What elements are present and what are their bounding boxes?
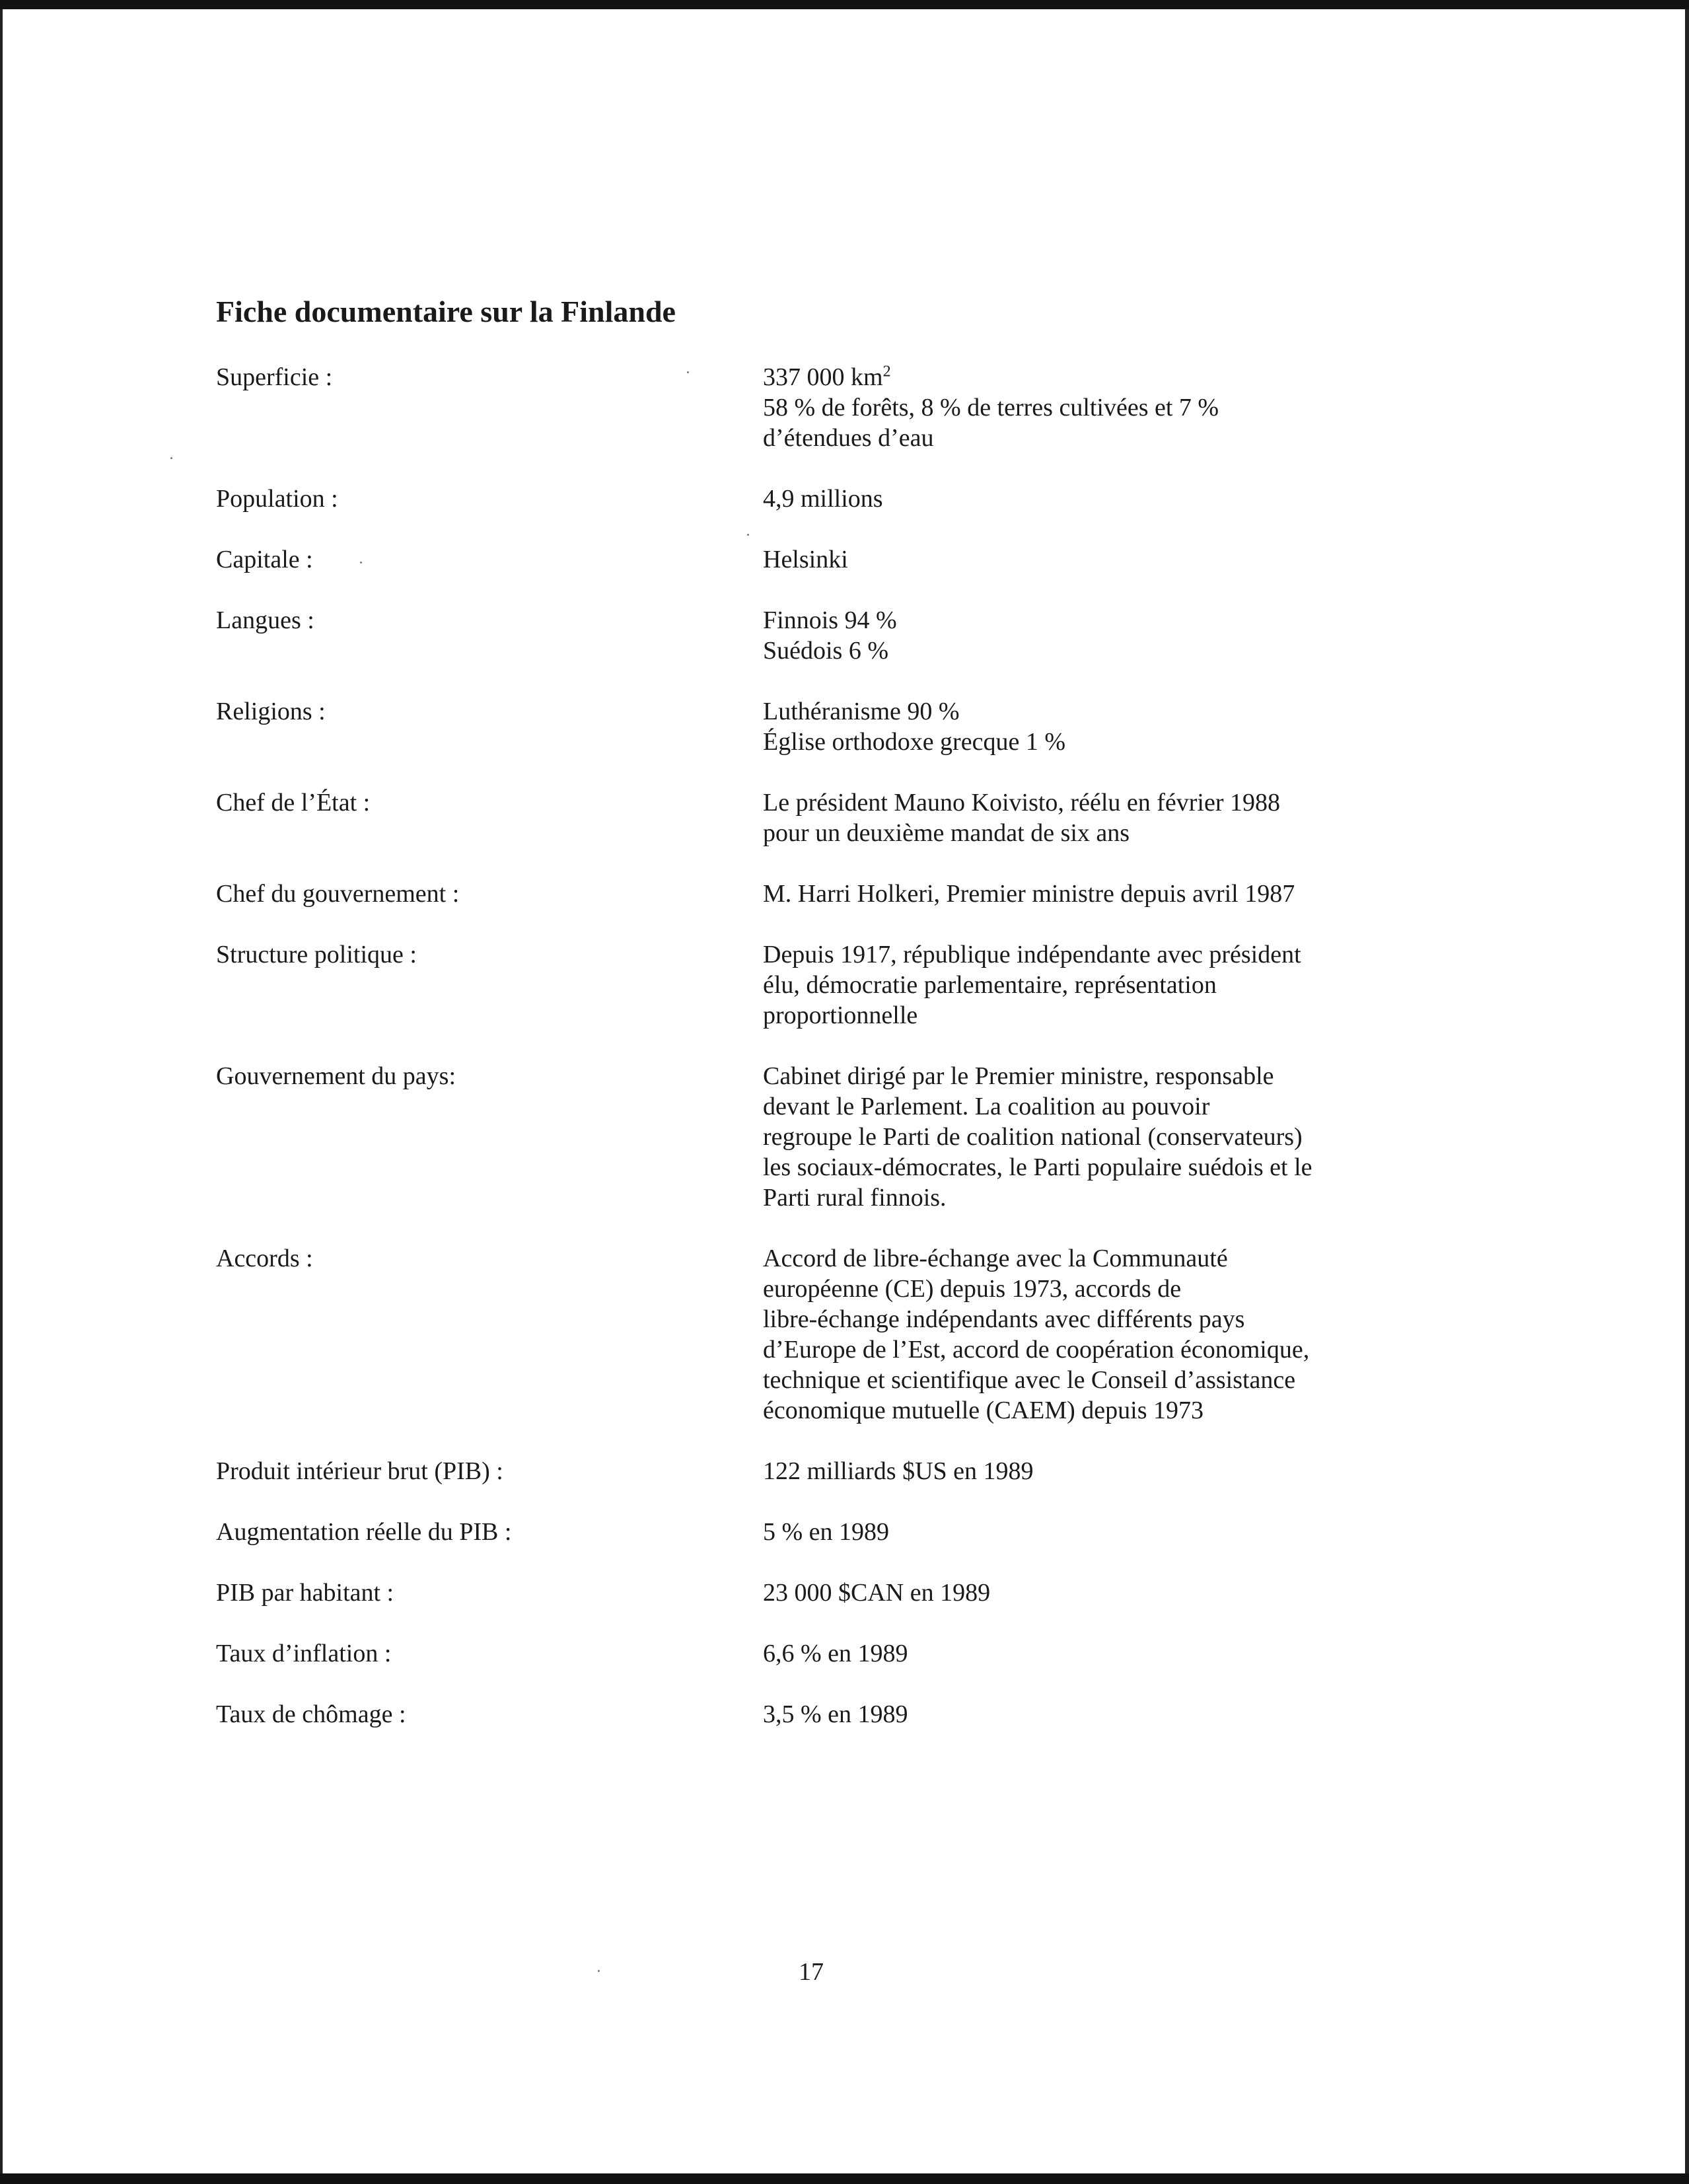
fact-value-line: regroupe le Parti de coalition national (conservateurs) bbox=[763, 1123, 1303, 1151]
fact-value bbox=[763, 696, 1423, 757]
fact-row-pib-habitant bbox=[216, 1578, 1425, 1608]
fact-row-gouvernement-pays bbox=[216, 1061, 1425, 1213]
fact-value-line: Cabinet dirigé par le Premier ministre, responsable bbox=[763, 1062, 1274, 1090]
fact-value bbox=[763, 1061, 1423, 1213]
fact-value-line: 23 000 $CAN en 1989 bbox=[763, 1579, 991, 1607]
fact-label: Augmentation réelle du PIB : bbox=[216, 1518, 512, 1546]
fact-value-line: Église orthodoxe grecque 1 % bbox=[763, 728, 1065, 756]
fact-value-line: M. Harri Holkeri, Premier ministre depuis avril 1987 bbox=[763, 880, 1295, 908]
fact-row-accords bbox=[216, 1243, 1425, 1426]
fact-label: Chef du gouvernement : bbox=[216, 880, 460, 908]
fact-value-line: 4,9 millions bbox=[763, 485, 883, 513]
fact-label: Population : bbox=[216, 485, 338, 513]
fact-value bbox=[763, 787, 1423, 848]
fact-value bbox=[763, 362, 1423, 453]
fact-value-line: Parti rural finnois. bbox=[763, 1184, 947, 1212]
fact-value-line: Helsinki bbox=[763, 546, 848, 573]
scan-border-left bbox=[0, 9, 3, 2173]
fact-sheet-list bbox=[216, 362, 1425, 1760]
fact-label: Produit intérieur brut (PIB) : bbox=[216, 1457, 503, 1485]
fact-value bbox=[763, 484, 1423, 514]
fact-value bbox=[763, 879, 1423, 909]
area-superscript: 2 bbox=[882, 363, 891, 381]
fact-value-line: Finnois 94 % bbox=[763, 606, 897, 634]
fact-value-line: économique mutuelle (CAEM) depuis 1973 bbox=[763, 1397, 1204, 1424]
fact-row-religions bbox=[216, 696, 1425, 757]
fact-value bbox=[763, 939, 1423, 1031]
fact-value bbox=[763, 1517, 1423, 1547]
fact-label: Taux de chômage : bbox=[216, 1700, 406, 1728]
fact-value-line: européenne (CE) depuis 1973, accords de bbox=[763, 1275, 1182, 1303]
fact-label: Gouvernement du pays: bbox=[216, 1062, 456, 1090]
fact-row-langues bbox=[216, 605, 1425, 666]
fact-value-line: Le président Mauno Koivisto, réélu en février 1988 bbox=[763, 789, 1280, 817]
fact-label: Capitale : bbox=[216, 546, 313, 573]
fact-row-inflation bbox=[216, 1638, 1425, 1669]
scan-border-top bbox=[0, 0, 1689, 9]
fact-value-line: technique et scientifique avec le Conseil d’assistance bbox=[763, 1366, 1296, 1394]
fact-value-line: Luthéranisme 90 % bbox=[763, 698, 960, 725]
scan-speck bbox=[598, 1970, 600, 1972]
fact-value bbox=[763, 1638, 1423, 1669]
fact-row-chef-gouvernement bbox=[216, 879, 1425, 909]
fact-value-line: d’étendues d’eau bbox=[763, 424, 934, 452]
fact-value-line: devant le Parlement. La coalition au pouvoir bbox=[763, 1093, 1210, 1120]
fact-value bbox=[763, 544, 1423, 575]
fact-value-line: pour un deuxième mandat de six ans bbox=[763, 819, 1130, 847]
fact-row-capitale bbox=[216, 544, 1425, 575]
fact-label: Taux d’inflation : bbox=[216, 1640, 392, 1667]
scan-border-right bbox=[1685, 9, 1689, 2173]
fact-label: Accords : bbox=[216, 1245, 313, 1272]
fact-row-structure-politique bbox=[216, 939, 1425, 1031]
fact-value-line: 122 milliards $US en 1989 bbox=[763, 1457, 1034, 1485]
fact-label: PIB par habitant : bbox=[216, 1579, 394, 1607]
fact-value bbox=[763, 1699, 1423, 1729]
fact-value-line: Suédois 6 % bbox=[763, 637, 888, 665]
fact-value bbox=[763, 1578, 1423, 1608]
fact-value-line: 58 % de forêts, 8 % de terres cultivées et 7 % bbox=[763, 394, 1219, 421]
fact-label: Superficie : bbox=[216, 363, 333, 391]
scan-speck bbox=[170, 457, 172, 459]
scan-border-bottom bbox=[0, 2173, 1689, 2184]
fact-value-line: Accord de libre-échange avec la Communauté bbox=[763, 1245, 1228, 1272]
fact-value bbox=[763, 605, 1423, 666]
fact-value-line: Depuis 1917, république indépendante avec président bbox=[763, 941, 1301, 968]
fact-value bbox=[763, 1243, 1423, 1426]
fact-value-line: d’Europe de l’Est, accord de coopération économique, bbox=[763, 1336, 1310, 1364]
fact-row-augmentation-pib bbox=[216, 1517, 1425, 1547]
fact-value-line bbox=[763, 362, 1423, 392]
fact-value-line: libre-échange indépendants avec différents pays bbox=[763, 1305, 1245, 1333]
fact-value bbox=[763, 1456, 1423, 1486]
fact-row-chef-etat bbox=[216, 787, 1425, 848]
fact-row-superficie bbox=[216, 362, 1425, 453]
fact-label: Religions : bbox=[216, 698, 326, 725]
fact-value-line: élu, démocratie parlementaire, représentation bbox=[763, 971, 1217, 999]
fact-value-line: proportionnelle bbox=[763, 1001, 918, 1029]
fact-value-line: 6,6 % en 1989 bbox=[763, 1640, 908, 1667]
fact-value-line: les sociaux-démocrates, le Parti populaire suédois et le bbox=[763, 1153, 1312, 1181]
page-number: 17 bbox=[799, 1958, 824, 1986]
fact-row-chomage bbox=[216, 1699, 1425, 1729]
area-value: 337 000 km bbox=[763, 363, 883, 391]
page-title: Fiche documentaire sur la Finlande bbox=[216, 295, 676, 328]
fact-value-line: 5 % en 1989 bbox=[763, 1518, 890, 1546]
fact-label: Langues : bbox=[216, 606, 314, 634]
fact-label: Structure politique : bbox=[216, 941, 417, 968]
fact-value-line: 3,5 % en 1989 bbox=[763, 1700, 908, 1728]
fact-row-population bbox=[216, 484, 1425, 514]
fact-row-pib bbox=[216, 1456, 1425, 1486]
fact-label: Chef de l’État : bbox=[216, 789, 371, 817]
